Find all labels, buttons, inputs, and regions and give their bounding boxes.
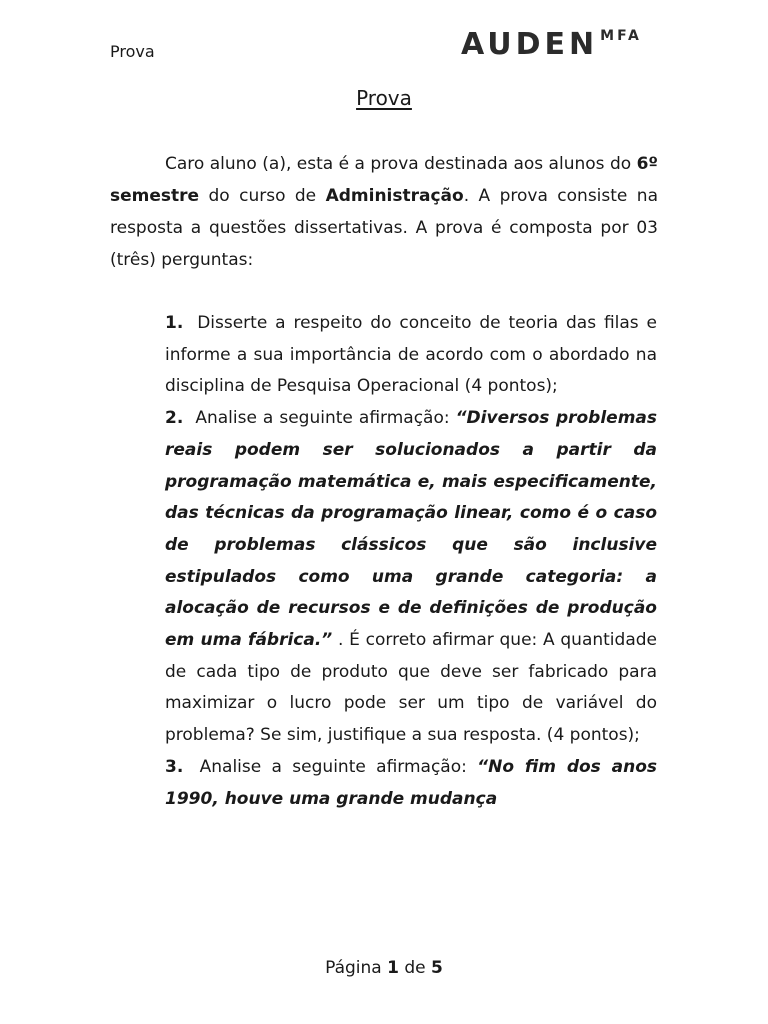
intro-semester: 6º semestre: [110, 154, 658, 206]
question-lead: Analise a seguinte afirmação:: [199, 756, 478, 777]
header-label: Prova: [110, 42, 155, 61]
logo-superscript: MFA: [600, 28, 642, 44]
intro-text-3: . A prova consiste na resposta a questões dissertativas. A prova é composta por 03 (três) perguntas:: [110, 186, 658, 270]
footer-current-page: 1: [387, 958, 399, 978]
question-item-2: [165, 403, 657, 752]
question-quote: “No fim dos anos 1990, houve uma grande mudança: [165, 756, 658, 809]
intro-paragraph: [110, 148, 658, 276]
footer-middle: de: [398, 958, 432, 978]
document-title: Prova: [356, 86, 412, 110]
question-tail: . É correto afirmar que: A quantidade de cada tipo de produto que deve ser fabricado para maximizar o lucro pode ser um tipo de variável do problema? Se sim, justifique a sua resposta. (4 pontos);: [165, 630, 657, 746]
intro-text-2: do curso de: [199, 186, 326, 206]
question-lead: Analise a seguinte afirmação:: [195, 408, 456, 429]
auden-mfa-logo: [461, 26, 642, 64]
footer-total-pages: 5: [431, 958, 443, 978]
question-number: 1.: [165, 313, 184, 333]
question-number: 3.: [165, 756, 184, 777]
question-quote: “Diversos problemas reais podem ser solucionados a partir da programação matemática e, mais especificamente, das técnicas da programação linear, como é o caso de problemas clássicos que são inclusive estipulados como uma grande categoria: a alocação de recursos e de definições de produção em uma fábrica.”: [165, 408, 658, 651]
question-list: [165, 308, 657, 815]
footer-prefix: Página: [325, 958, 388, 978]
intro-text-1: Caro aluno (a), esta é a prova destinada aos alunos do: [165, 154, 637, 174]
intro-course: Administração: [325, 186, 464, 206]
question-number: 2.: [165, 408, 184, 429]
page-footer: [0, 958, 768, 978]
question-text: Disserte a respeito do conceito de teoria das filas e informe a sua importância de acordo com o abordado na disciplina de Pesquisa Operacional (4 pontos);: [165, 313, 658, 397]
question-item-3: [165, 752, 657, 815]
question-item-1: [165, 308, 657, 403]
logo-main-text: AUDEN: [461, 27, 599, 62]
